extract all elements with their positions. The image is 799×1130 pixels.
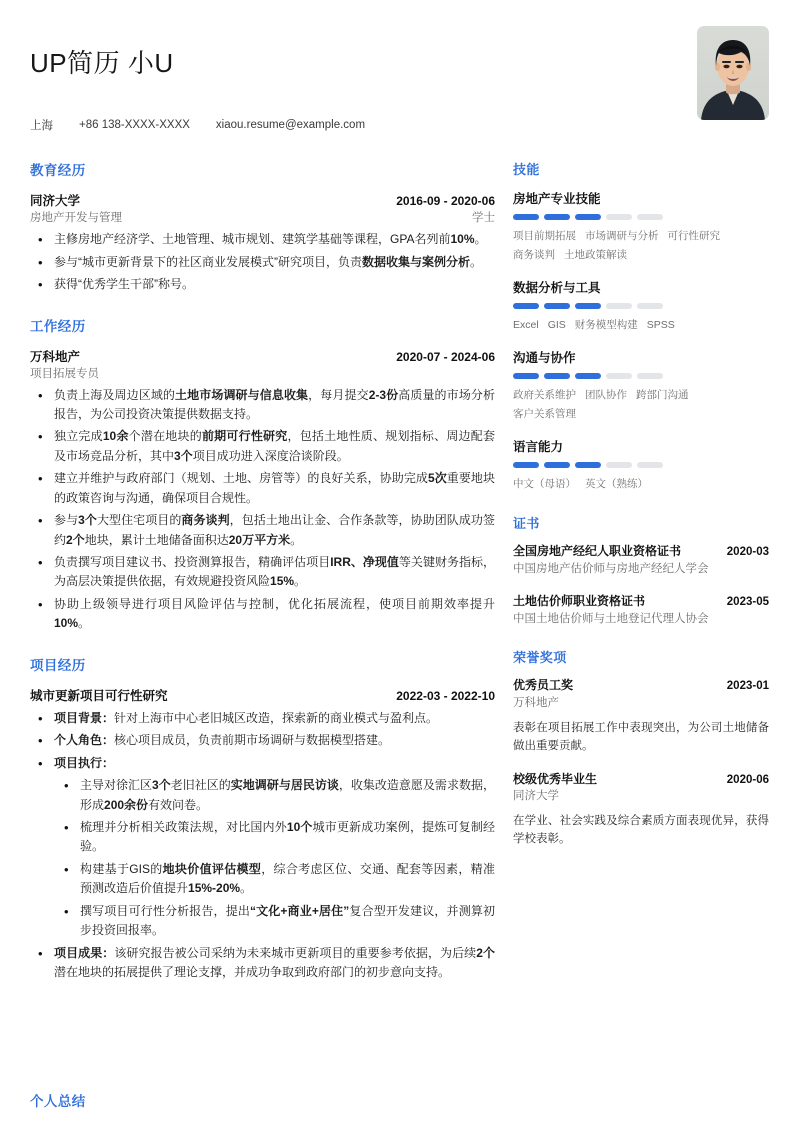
skill-tag: 客户关系管理 [513,407,576,420]
section-title-education: 教育经历 [30,163,86,179]
certificate-date: 2020-03 [726,546,769,559]
content-columns [30,159,769,1109]
skill-tag-row [513,386,769,423]
education-entry [30,191,495,294]
section-title-work: 工作经历 [30,318,86,334]
work-entry [30,347,495,634]
skill-tag: 团队协作 [585,389,627,402]
skill-group-name: 数据分析与工具 [513,280,601,295]
sub-bullet-item: • 撰写项目可行性分析报告，提出“文化+商业+居住”复合型开发建议，并测算初步投资回报率。 [54,902,495,941]
section-education [30,159,495,294]
bullet-item: • 主修房地产经济学、土地管理、城市规划、建筑学基础等课程，GPA名列前10%。 [30,230,495,249]
section-awards [513,647,769,849]
skill-tag: 商务谈判 [513,248,555,261]
skill-tag-row [513,227,769,264]
certificate-item [513,543,769,577]
skill-tag: 英文（熟练） [585,478,648,491]
skill-group-list [513,189,769,493]
skill-group-name: 沟通与协作 [513,351,576,366]
skill-group [513,437,769,493]
skill-level-bar [513,303,769,309]
award-description: 表彰在项目拓展工作中表现突出，为公司土地储备做出重要贡献。 [513,721,769,753]
work-entry-subheader [30,365,495,381]
award-header [513,771,769,788]
skill-segment-empty [637,462,663,468]
award-issuer: 同济大学 [513,790,559,803]
side-column [513,159,769,869]
education-degree: 学士 [472,212,495,225]
education-entry-header [30,191,495,209]
award-list [513,677,769,849]
certificate-date: 2023-05 [726,595,769,608]
work-role: 项目拓展专员 [30,367,99,380]
certificate-list [513,543,769,627]
section-title-awards: 荣誉奖项 [513,650,567,666]
sub-bullet-item: • 构建基于GIS的地块价值评估模型，综合考虑区位、交通、配套等因素，精准预测改造后价值提升15%-20%。 [54,860,495,899]
skill-segment-filled [575,462,601,468]
award-date: 2020-06 [726,773,769,786]
award-issuer: 万科地产 [513,697,559,710]
bullet-item: • 项目执行： • 主导对徐汇区3个老旧社区的实地调研与居民访谈，收集改造意愿及需求数据，形成200余份有效问卷。 • 梳理并分析相关政策法规，对比国内外10个城市更新成功案例，提炼可复制经验。 • 构建基于GIS的地块价值评估模型，综合考虑区位、交通、配套等因素，精准预测改造后价值提升15%-20%。 • 撰写项目可行性分析报告，提出“文化+商业+居住”复合型开发建议，并测算初步投资回报率。 [30,754,495,941]
skill-tag: SPSS [646,318,675,331]
skill-group [513,278,769,334]
skill-segment-empty [606,462,632,468]
certificate-header [513,593,769,610]
bullet-item: • 协助上级领导进行项目风险评估与控制，优化拓展流程，使项目前期效率提升10%。 [30,595,495,634]
work-company: 万科地产 [30,349,81,364]
skill-segment-empty [606,303,632,309]
page-title: UP简历 小U [30,48,174,78]
skill-tag: 可行性研究 [667,230,720,243]
bullet-item: • 负责上海及周边区域的土地市场调研与信息收集，每月提交2-3份高质量的市场分析报告，为公司投资决策提供数据支持。 [30,386,495,425]
certificate-issuer: 中国土地估价师与土地登记代理人协会 [513,612,709,625]
bullet-item: • 项目成果：该研究报告被公司采纳为未来城市更新项目的重要参考依据，为后续2个潜在地块的拓展提供了理论支撑，并成功争取到政府部门的初步意向支持。 [30,944,495,983]
skill-segment-filled [575,303,601,309]
skill-tag: 跨部门沟通 [636,389,689,402]
skill-segment-filled [544,373,570,379]
bullet-item: • 个人角色：核心项目成员，负责前期市场调研与数据模型搭建。 [30,731,495,750]
project-sub-bullets [54,776,495,941]
project-entry-header [30,686,495,704]
skill-segment-empty [637,214,663,220]
project-name: 城市更新项目可行性研究 [30,688,168,703]
skill-tag: 中文（母语） [513,478,576,491]
education-entry-subheader [30,209,495,225]
skill-tag-row [513,316,769,334]
contact-row [30,117,365,133]
section-title-skills: 技能 [513,162,540,178]
skill-tag: GIS [547,318,566,331]
resume-header [30,26,769,133]
section-projects [30,654,495,983]
bullet-item: • 参与3个大型住宅项目的商务谈判，包括土地出让金、合作条款等，协助团队成功签约2个地块，累计土地储备面积达20万平方米。 [30,511,495,550]
bullet-item: • 建立并维护与政府部门（规划、土地、房管等）的良好关系，协助完成5次重要地块的政策咨询与沟通，确保项目合规性。 [30,469,495,508]
skill-tag: Excel [513,318,539,331]
section-skills [513,159,769,493]
skill-level-bar [513,462,769,468]
skill-group-name: 房地产专业技能 [513,192,601,207]
skill-group [513,348,769,423]
section-certificates [513,513,769,627]
skill-segment-filled [544,214,570,220]
award-title: 校级优秀毕业生 [513,771,598,786]
work-bullets [30,386,495,634]
skill-segment-empty [606,214,632,220]
bullet-item: • 参与“城市更新背景下的社区商业发展模式”研究项目，负责数据收集与案例分析。 [30,253,495,272]
section-summary [30,1090,86,1122]
skill-level-bar [513,373,769,379]
skill-level-bar [513,214,769,220]
award-date: 2023-01 [726,680,769,693]
skill-segment-empty [606,373,632,379]
bullet-item: • 负责撰写项目建议书、投资测算报告，精确评估项目IRR、净现值等关键财务指标，为高层决策提供依据，有效规避投资风险15%。 [30,553,495,592]
skill-tag: 项目前期拓展 [513,230,576,243]
skill-segment-empty [637,303,663,309]
award-header [513,677,769,694]
skill-tag: 土地政策解读 [564,248,627,261]
education-bullets [30,230,495,294]
sub-bullet-item: • 梳理并分析相关政策法规，对比国内外10个城市更新成功案例，提炼可复制经验。 [54,818,495,857]
project-entry [30,686,495,983]
certificate-header [513,543,769,560]
certificate-title: 土地估价师职业资格证书 [513,593,646,608]
award-item [513,771,769,849]
certificate-title: 全国房地产经纪人职业资格证书 [513,544,682,559]
education-major: 房地产开发与管理 [30,212,122,225]
portrait-photo [697,26,769,120]
skill-tag: 市场调研与分析 [585,230,659,243]
main-column [30,159,513,1109]
skill-group [513,189,769,264]
skill-tag: 财务模型构建 [574,318,638,331]
skill-segment-filled [575,214,601,220]
work-date: 2020-07 - 2024-06 [396,349,495,364]
avatar [697,26,769,120]
skill-segment-filled [513,214,539,220]
skill-segment-filled [544,303,570,309]
skill-tag: 政府关系维护 [513,389,576,402]
skill-segment-filled [513,373,539,379]
education-school: 同济大学 [30,194,81,209]
section-title-summary: 个人总结 [30,1094,86,1109]
bullet-item: • 获得“优秀学生干部”称号。 [30,275,495,294]
award-title: 优秀员工奖 [513,678,574,693]
skill-segment-empty [637,373,663,379]
sub-bullet-item: • 主导对徐汇区3个老旧社区的实地调研与居民访谈，收集改造意愿及需求数据，形成200余份有效问卷。 [54,776,495,815]
contact-location: 上海 [30,120,53,133]
section-title-certificates: 证书 [513,516,540,532]
education-date: 2016-09 - 2020-06 [396,194,495,209]
skill-segment-filled [513,462,539,468]
skill-segment-filled [513,303,539,309]
skill-group-name: 语言能力 [513,440,564,455]
project-bullets [30,709,495,983]
contact-phone: +86 138-XXXX-XXXX [79,119,190,132]
section-work [30,315,495,634]
certificate-issuer: 中国房地产估价师与房地产经纪人学会 [513,563,709,576]
skill-segment-filled [575,373,601,379]
bullet-item: • 独立完成10余个潜在地块的前期可行性研究，包括土地性质、规划指标、周边配套及市场竞品分析，其中3个项目成功进入深度洽谈阶段。 [30,427,495,466]
certificate-item [513,593,769,627]
project-date: 2022-03 - 2022-10 [396,688,495,703]
skill-tag-row [513,475,769,493]
contact-email: xiaou.resume@example.com [215,119,366,132]
work-entry-header [30,347,495,365]
section-title-projects: 项目经历 [30,657,86,673]
header-left [30,26,365,133]
bullet-item: • 项目背景：针对上海市中心老旧城区改造，探索新的商业模式与盈利点。 [30,709,495,728]
award-item [513,677,769,755]
skill-segment-filled [544,462,570,468]
award-description: 在学业、社会实践及综合素质方面表现优异，获得学校表彰。 [513,815,769,846]
